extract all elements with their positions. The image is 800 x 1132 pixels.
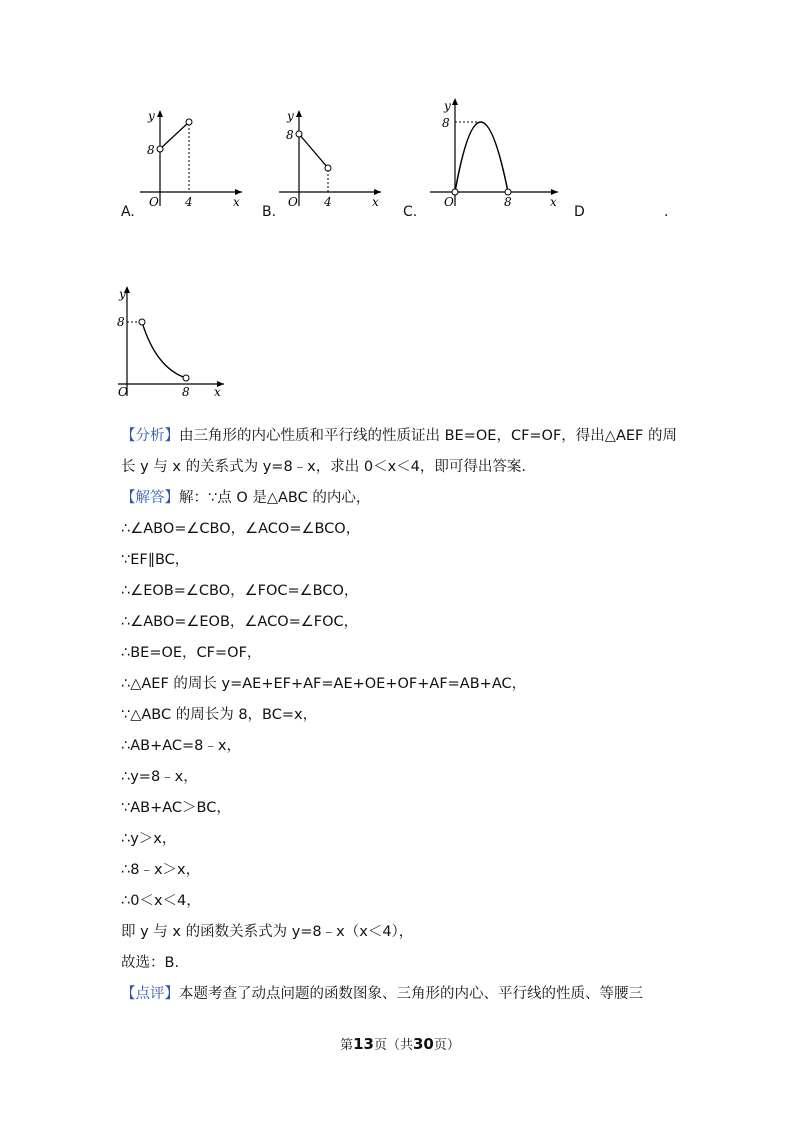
graph-a [138, 108, 246, 216]
x-axis-label: x [550, 195, 557, 209]
solution-step: ∴AB+AC=8﹣x， [121, 738, 241, 754]
y-tick-label: 8 [147, 143, 155, 157]
solution-step: ∴y=8﹣x， [121, 769, 198, 785]
graph-b [277, 108, 385, 216]
solution-tag: 【解答】 [121, 490, 179, 506]
solution-step: ∴0＜x＜4， [121, 893, 201, 909]
origin-label: O [444, 195, 454, 209]
solution-step: ∴∠ABO=∠CBO，∠ACO=∠BCO， [121, 521, 361, 537]
solution-step: ∴BE=OE，CF=OF， [121, 645, 262, 661]
x-tick-label: 8 [504, 195, 512, 209]
solution-intro: 解：∵点 O 是△ABC 的内心， [179, 490, 371, 506]
option-a-label: A. [121, 204, 135, 220]
solution-step: ∵EF∥BC， [121, 552, 190, 568]
origin-label: O [118, 385, 128, 399]
solution-step: ∴y＞x， [121, 831, 177, 847]
solution-step: ∴8﹣x＞x， [121, 862, 201, 878]
solution-step: ∴∠ABO=∠EOB，∠ACO=∠FOC， [121, 614, 359, 630]
x-axis-label: x [214, 385, 221, 399]
solution-step: 即 y 与 x 的函数关系式为 y=8﹣x（x＜4）， [121, 924, 414, 940]
analysis-line-1 [121, 424, 677, 445]
comment-tag: 【点评】 [121, 986, 179, 1002]
x-axis-label: x [372, 195, 379, 209]
option-c-label: C. [403, 204, 418, 220]
origin-label: O [149, 195, 159, 209]
page-total: 30 [413, 1035, 434, 1053]
y-axis-label: y [148, 109, 155, 123]
solution-step: 故选：B. [121, 955, 180, 971]
analysis-line-2: 长 y 与 x 的关系式为 y=8﹣x，求出 0＜x＜4，即可得出答案. [121, 459, 526, 475]
trailing-dot: . [664, 204, 669, 220]
comment-line [121, 982, 643, 1003]
y-axis-label: y [119, 287, 126, 301]
analysis-tag: 【分析】 [121, 428, 179, 444]
option-b-label: B. [262, 204, 277, 220]
x-tick-label: 4 [185, 195, 193, 209]
origin-label: O [288, 195, 298, 209]
x-axis-label: x [233, 195, 240, 209]
y-tick-label: 8 [286, 128, 294, 142]
solution-step: ∴∠EOB=∠CBO，∠FOC=∠BCO， [121, 583, 359, 599]
graph-c [428, 96, 562, 216]
solution-intro-line [121, 486, 370, 507]
analysis-text-1: 由三角形的内心性质和平行线的性质证出 BE=OE，CF=OF，得出△AEF 的周 [179, 428, 677, 444]
page-number: 13 [353, 1035, 374, 1053]
solution-step: ∵△ABC 的周长为 8，BC=x， [121, 707, 318, 723]
comment-text: 本题考查了动点问题的函数图象、三角形的内心、平行线的性质、等腰三 [179, 986, 643, 1002]
graph-d [116, 284, 228, 404]
solution-step: ∵AB+AC＞BC， [121, 800, 231, 816]
x-tick-label: 4 [324, 195, 332, 209]
page-footer: 第13页（共30页） [340, 1035, 460, 1053]
y-tick-label: 8 [117, 315, 125, 329]
y-axis-label: y [287, 109, 294, 123]
y-axis-label: y [444, 99, 451, 113]
y-tick-label: 8 [442, 116, 450, 130]
x-tick-label: 8 [182, 385, 190, 399]
solution-step: ∴△AEF 的周长 y=AE+EF+AF=AE+OE+OF+AF=AB+AC， [121, 676, 527, 692]
option-d-label: D [574, 204, 585, 220]
